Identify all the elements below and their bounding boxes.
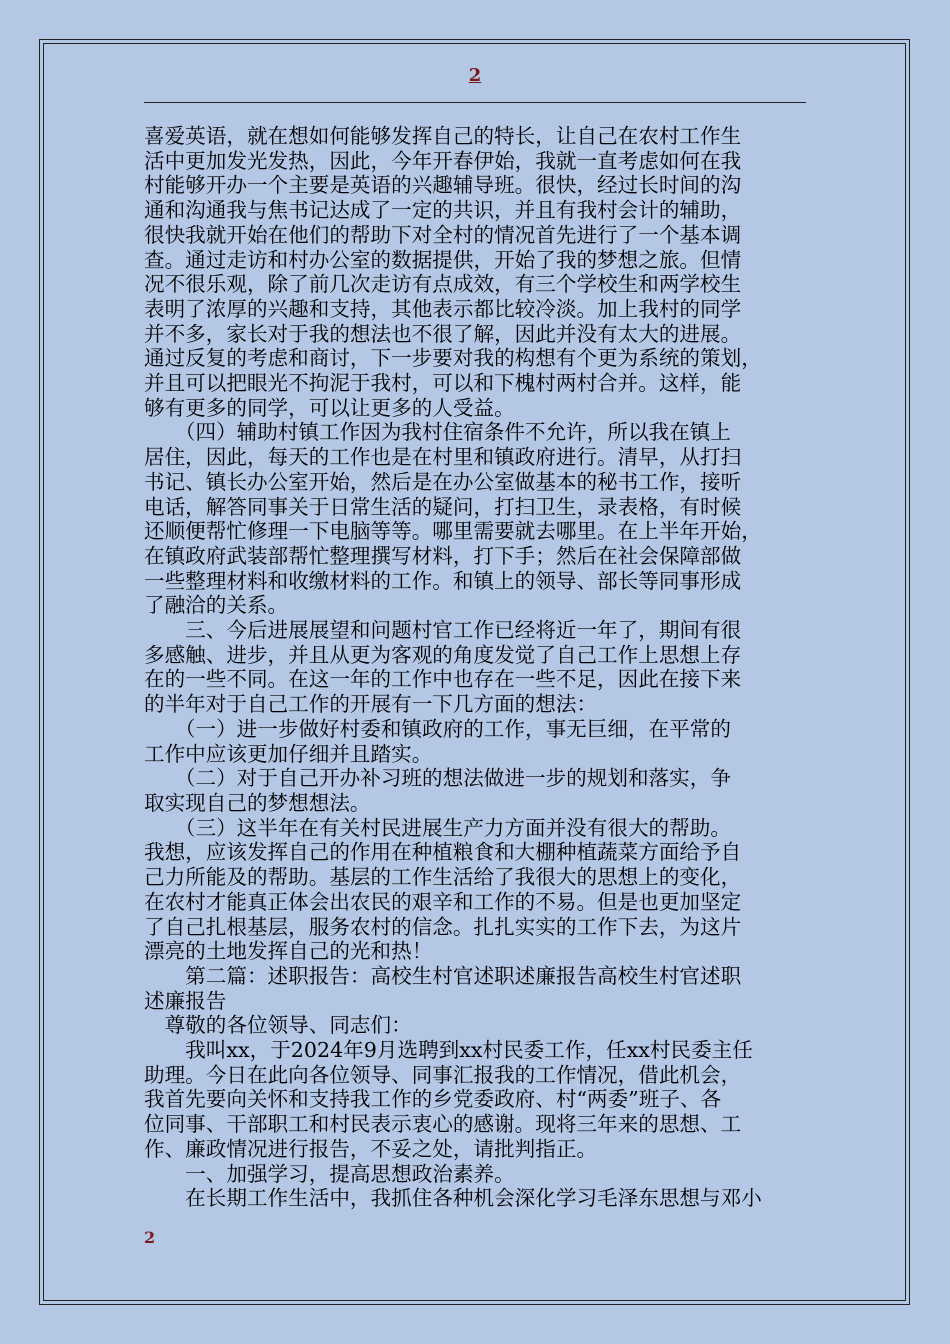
body-line: 居住，因此，每天的工作也是在村里和镇政府进行。清早，从打扫	[144, 445, 742, 470]
body-line: 在的一些不同。在这一年的工作中也存在一些不足，因此在接下来	[144, 667, 742, 692]
body-line: 村能够开办一个主要是英语的兴趣辅导班。很快，经过长时间的沟	[144, 173, 742, 198]
body-line: 第二篇：述职报告：高校生村官述职述廉报告高校生村官述职	[144, 963, 742, 988]
body-line: 并不多，家长对于我的想法也不很了解，因此并没有太大的进展。	[144, 321, 742, 346]
body-line: 活中更加发光发热，因此，今年开春伊始，我就一直考虑如何在我	[144, 148, 742, 173]
body-line: 在长期工作生活中，我抓住各种机会深化学习毛泽东思想与邓小	[144, 1186, 762, 1211]
body-line: （二）对于自己开办补习班的想法做进一步的规划和落实，争	[144, 766, 731, 791]
body-line: 一些整理材料和收缴材料的工作。和镇上的领导、部长等同事形成	[144, 568, 742, 593]
body-line: （三）这半年在有关村民进展生产力方面并没有很大的帮助。	[144, 815, 731, 840]
body-line: 通和沟通我与焦书记达成了一定的共识，并且有我村会计的辅助，	[144, 198, 742, 223]
body-line: 在镇政府武装部帮忙整理撰写材料，打下手；然后在社会保障部做	[144, 543, 742, 568]
body-line: 漂亮的土地发挥自己的光和热！	[144, 939, 433, 964]
header-page-number: 2	[468, 65, 482, 86]
footer-page-number: 2	[144, 1228, 156, 1247]
body-line: 助理。今日在此向各位领导、同事汇报我的工作情况，借此机会，	[144, 1062, 742, 1087]
body-line: 位同事、干部职工和村民表示衷心的感谢。现将三年来的思想、工	[144, 1112, 742, 1137]
body-line: 多感触、进步，并且从更为客观的角度发觉了自己工作上思想上存	[144, 642, 742, 667]
body-line: 一、加强学习，提高思想政治素养。	[144, 1161, 515, 1186]
body-line: 况不很乐观，除了前几次走访有点成效，有三个学校生和两学校生	[144, 272, 742, 297]
body-line: 书记、镇长办公室开始，然后是在办公室做基本的秘书工作，接听	[144, 469, 742, 494]
body-line: 表明了浓厚的兴趣和支持，其他表示都比较冷淡。加上我村的同学	[144, 296, 742, 321]
body-line: 工作中应该更加仔细并且踏实。	[144, 741, 433, 766]
body-line: 我叫xx，于2024年9月选聘到xx村民委工作，任xx村民委主任	[144, 1038, 753, 1063]
body-line: 通过反复的考虑和商讨，下一步要对我的构想有个更为系统的策划，	[144, 346, 762, 371]
body-line: 取实现自己的梦想想法。	[144, 790, 371, 815]
body-line: 我想，应该发挥自己的作用在种植粮食和大棚种植蔬菜方面给予自	[144, 840, 742, 865]
body-line: 在农村才能真正体会出农民的艰辛和工作的不易。但是也更加坚定	[144, 889, 742, 914]
body-line: 还顺便帮忙修理一下电脑等等。哪里需要就去哪里。在上半年开始，	[144, 519, 762, 544]
body-line: 够有更多的同学，可以让更多的人受益。	[144, 395, 515, 420]
body-line: 很快我就开始在他们的帮助下对全村的情况首先进行了一个基本调	[144, 222, 742, 247]
body-line: 作、廉政情况进行报告，不妥之处，请批判指正。	[144, 1136, 598, 1161]
body-line: 尊敬的各位领导、同志们：	[144, 1013, 412, 1038]
body-line: （四）辅助村镇工作因为我村住宿条件不允许，所以我在镇上	[144, 420, 731, 445]
document-body	[144, 124, 810, 1211]
body-line: 并且可以把眼光不拘泥于我村，可以和下槐村两村合并。这样，能	[144, 371, 742, 396]
body-line: （一）进一步做好村委和镇政府的工作，事无巨细，在平常的	[144, 716, 731, 741]
body-line: 了自己扎根基层，服务农村的信念。扎扎实实的工作下去，为这片	[144, 914, 742, 939]
body-line: 了融洽的关系。	[144, 593, 289, 618]
body-line: 三、今后进展展望和问题村官工作已经将近一年了，期间有很	[144, 618, 742, 643]
body-line: 查。通过走访和村办公室的数据提供，开始了我的梦想之旅。但情	[144, 247, 742, 272]
body-line: 的半年对于自己工作的开展有一下几方面的想法：	[144, 692, 598, 717]
body-line: 喜爱英语，就在想如何能够发挥自己的特长，让自己在农村工作生	[144, 124, 742, 148]
body-line: 己力所能及的帮助。基层的工作生活给了我很大的思想上的变化，	[144, 865, 742, 890]
body-line: 我首先要向关怀和支持我工作的乡党委政府、村“两委”班子、各	[144, 1087, 722, 1112]
body-line: 电话，解答同事关于日常生活的疑问，打扫卫生，录表格，有时候	[144, 494, 742, 519]
header-rule	[144, 102, 806, 103]
body-line: 述廉报告	[144, 988, 227, 1013]
